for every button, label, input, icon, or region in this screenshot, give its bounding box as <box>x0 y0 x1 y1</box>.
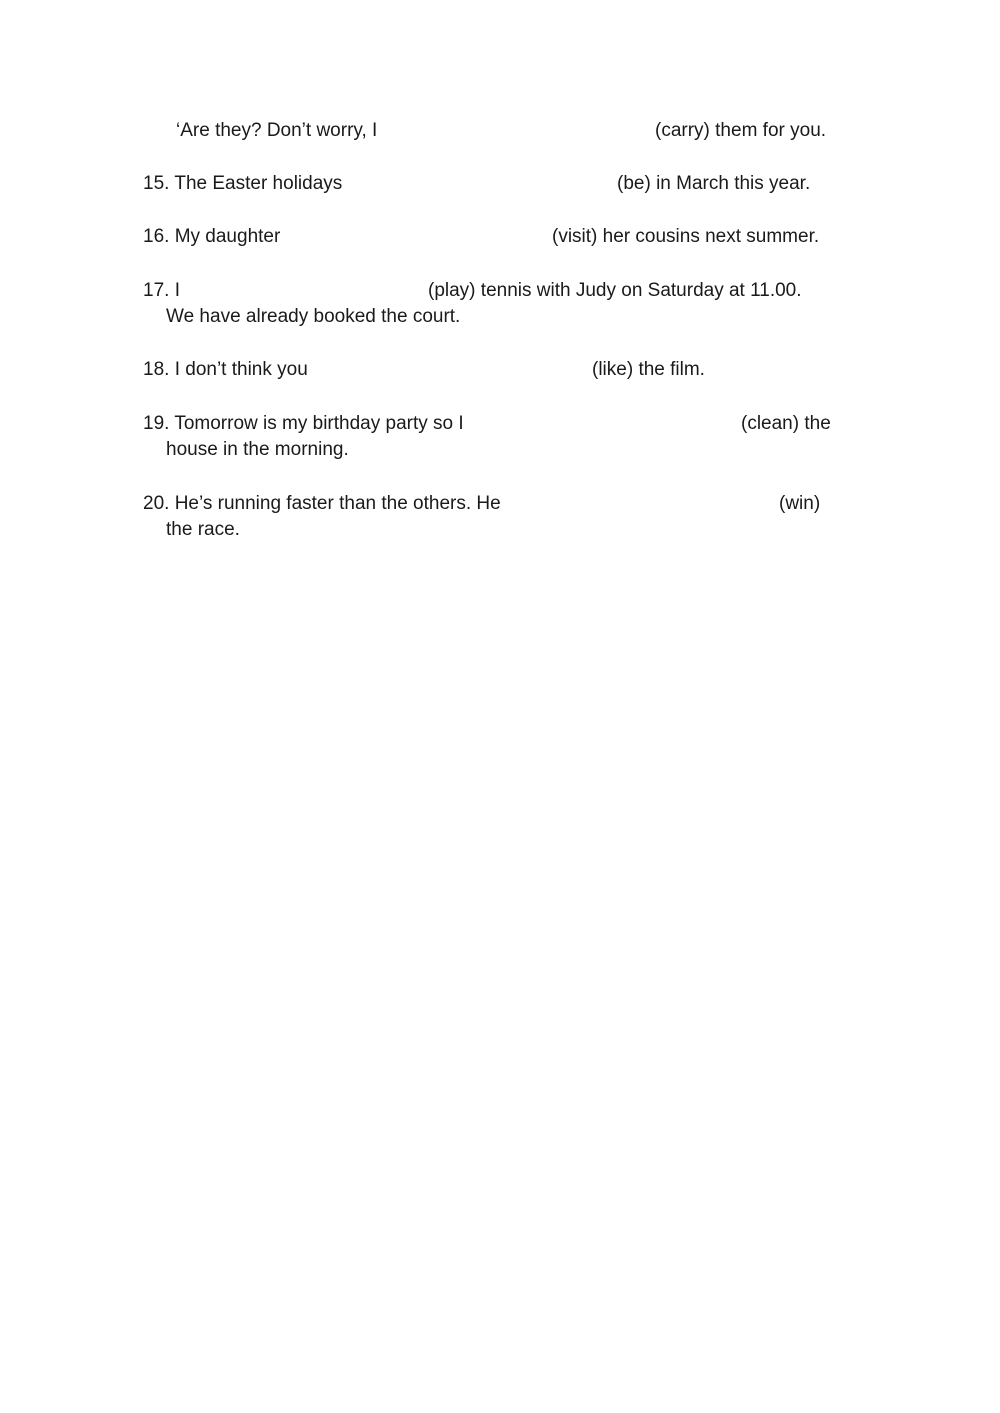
item-14-suffix: (carry) them for you. <box>655 120 827 141</box>
item-18-suffix: (like) the film. <box>592 359 705 380</box>
item-14-prefix: ‘Are they? Don’t worry, I <box>176 120 378 141</box>
item-16-suffix: (visit) her cousins next summer. <box>552 226 820 247</box>
item-17-suffix: (play) tennis with Judy on Saturday at 11.00. <box>428 280 802 301</box>
item-17-prefix: 17. I <box>143 280 180 301</box>
item-15-suffix: (be) in March this year. <box>617 173 811 194</box>
item-16-prefix: 16. My daughter <box>143 226 281 247</box>
item-20-suffix: (win) <box>779 493 821 514</box>
item-19-continuation: house in the morning. <box>166 439 349 460</box>
item-17-continuation: We have already booked the court. <box>166 306 461 327</box>
item-20-continuation: the race. <box>166 519 240 540</box>
item-19-suffix: (clean) the <box>741 413 831 434</box>
item-18-prefix: 18. I don’t think you <box>143 359 308 380</box>
item-19-prefix: 19. Tomorrow is my birthday party so I <box>143 413 464 434</box>
item-15-prefix: 15. The Easter holidays <box>143 173 343 194</box>
item-20-prefix: 20. He’s running faster than the others. He <box>143 493 501 514</box>
